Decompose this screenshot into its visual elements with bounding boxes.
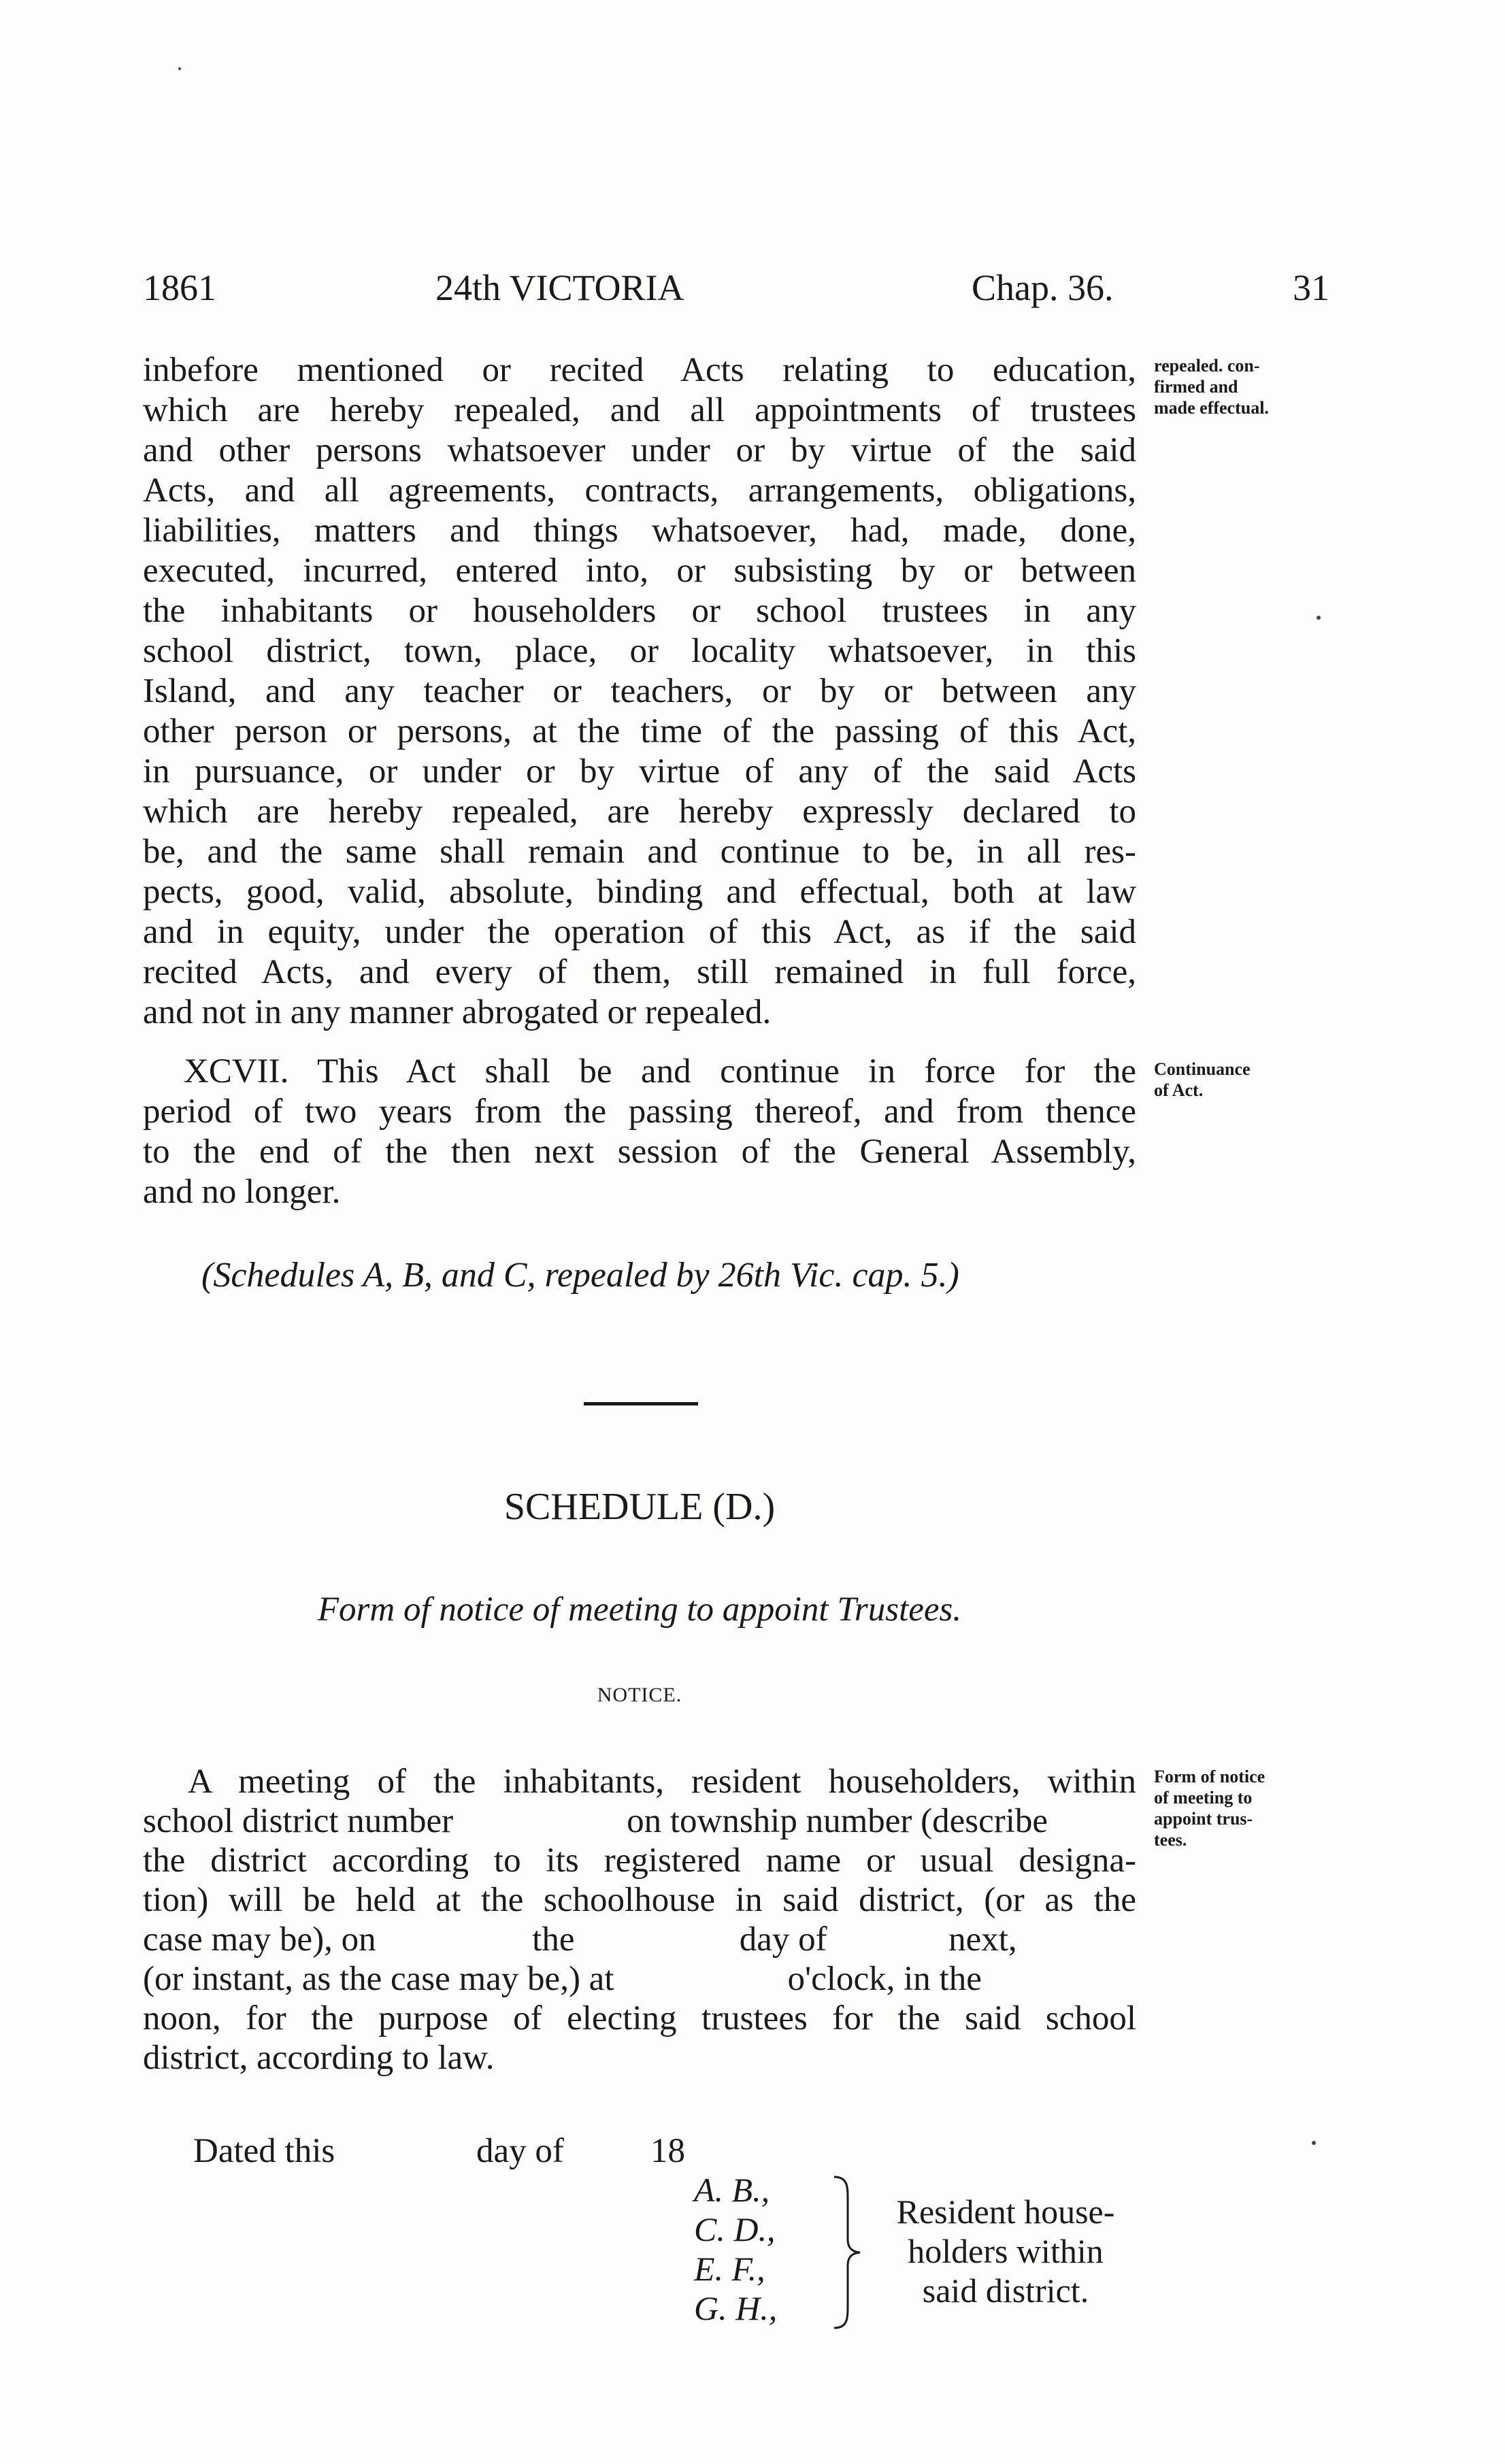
paragraph-line: which are hereby repealed, are hereby expressly declared to bbox=[143, 793, 1136, 831]
paragraph-line: other person or persons, at the time of the passing of this Act, bbox=[143, 712, 1136, 750]
paragraph-line: which are hereby repealed, and all appointments of trustees bbox=[143, 391, 1136, 429]
paragraph-line: and other persons whatsoever under or by virtue of the said bbox=[143, 431, 1136, 469]
paragraph-line: period of two years from the passing thereof, and from thence bbox=[143, 1093, 1136, 1131]
section-divider bbox=[584, 1402, 698, 1405]
schedule-heading: SCHEDULE (D.) bbox=[503, 1486, 776, 1528]
schedule-subtitle: Form of notice of meeting to appoint Trustees. bbox=[317, 1591, 962, 1629]
notice-label: NOTICE. bbox=[597, 1684, 682, 1706]
signatory-name: E. F., bbox=[694, 2250, 765, 2288]
margin-note-form-of-notice: Form of notice of meeting to appoint trus- tees. bbox=[1154, 1767, 1266, 1850]
paragraph-line: executed, incurred, entered into, or subsisting by or between bbox=[143, 552, 1136, 590]
paragraph-line: Island, and any teacher or teachers, or by or between any bbox=[143, 672, 1136, 710]
paragraph-line: and in equity, under the operation of this Act, as if the said bbox=[143, 913, 1136, 951]
year-prefix: 18 bbox=[650, 2132, 685, 2170]
paragraph-line: XCVII. This Act shall be and continue in force for the bbox=[184, 1052, 1136, 1091]
paragraph-line: recited Acts, and every of them, still remained in full force, bbox=[143, 953, 1136, 991]
paragraph-line: the inhabitants or householders or school trustees in any bbox=[143, 592, 1136, 630]
signatory-name: C. D., bbox=[694, 2210, 776, 2248]
scan-speck bbox=[178, 67, 181, 70]
paragraph-line: school district number on township number (describe bbox=[143, 1802, 1048, 1840]
paragraph-line: tion) will be held at the schoolhouse in said district, (or as the bbox=[143, 1881, 1136, 1919]
paragraph-line: and not in any manner abrogated or repealed. bbox=[143, 993, 772, 1031]
paragraph-line: be, and the same shall remain and continue to be, in all res- bbox=[143, 833, 1136, 871]
signatory-role: Resident house- holders within said district. bbox=[896, 2193, 1115, 2310]
paragraph-line: the district according to its registered name or usual designa- bbox=[143, 1842, 1136, 1880]
dated-this-label: Dated this bbox=[193, 2132, 335, 2170]
scan-speck bbox=[1312, 2141, 1316, 2145]
paragraph-line: district, according to law. bbox=[143, 2039, 495, 2077]
paragraph-line: to the end of the then next session of the General Assembly, bbox=[143, 1133, 1136, 1171]
paragraph-line: and no longer. bbox=[143, 1173, 341, 1211]
schedules-repealed-note: (Schedules A, B, and C, repealed by 26th Vic. cap. 5.) bbox=[201, 1256, 959, 1295]
signatory-name: A. B., bbox=[694, 2171, 770, 2209]
margin-note-continuance: Continuance of Act. bbox=[1154, 1059, 1251, 1100]
paragraph-line: A meeting of the inhabitants, resident householders, within bbox=[188, 1763, 1136, 1801]
right-brace bbox=[831, 2174, 863, 2331]
header-chapter: Chap. 36. bbox=[972, 267, 1114, 308]
paragraph-line: in pursuance, or under or by virtue of any of the said Acts bbox=[143, 752, 1136, 790]
signatory-name: G. H., bbox=[694, 2289, 778, 2327]
scan-speck bbox=[1317, 616, 1321, 620]
paragraph-line: liabilities, matters and things whatsoever, had, made, done, bbox=[143, 512, 1136, 550]
paragraph-line: case may be), on the day of next, bbox=[143, 1920, 1017, 1959]
day-of-label: day of bbox=[476, 2132, 564, 2170]
header-page-number: 31 bbox=[1293, 267, 1329, 308]
paragraph-line: Acts, and all agreements, contracts, arrangements, obligations, bbox=[143, 471, 1136, 510]
paragraph-line: noon, for the purpose of electing trustees for the said school bbox=[143, 1999, 1136, 2037]
paragraph-line: pects, good, valid, absolute, binding and effectual, both at law bbox=[143, 873, 1136, 911]
header-year: 1861 bbox=[143, 267, 216, 308]
margin-note-repealed: repealed. con- firmed and made effectual. bbox=[1154, 356, 1269, 418]
paragraph-line: school district, town, place, or locality whatsoever, in this bbox=[143, 632, 1136, 670]
paragraph-line: (or instant, as the case may be,) at o'clock, in the bbox=[143, 1960, 982, 1998]
header-title: 24th VICTORIA bbox=[435, 267, 684, 308]
paragraph-line: inbefore mentioned or recited Acts relating to education, bbox=[143, 351, 1136, 389]
